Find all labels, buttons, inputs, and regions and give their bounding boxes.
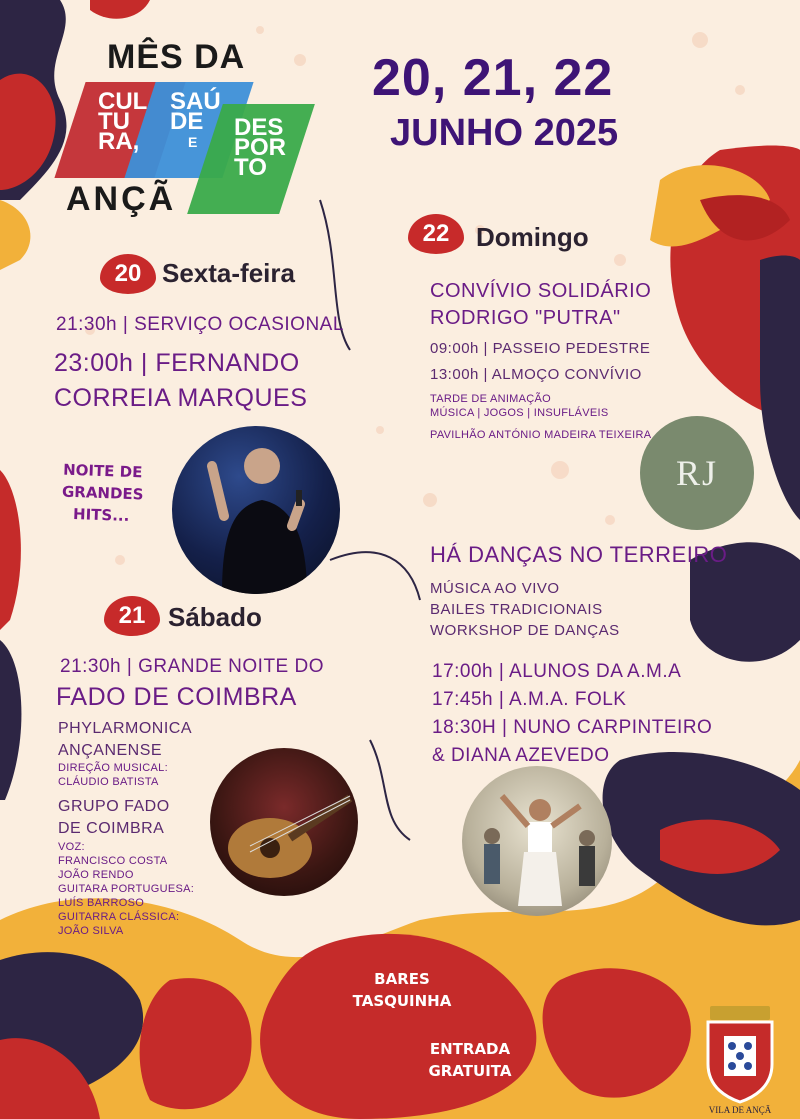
dance-title: HÁ DANÇAS NO TERREIRO xyxy=(430,542,728,567)
day20-tag-2: GRANDES xyxy=(61,482,144,504)
logo-title: MÊS DA xyxy=(107,38,246,76)
dance-item-2: BAILES TRADICIONAIS xyxy=(430,601,603,618)
day22-small-2: MÚSICA | JOGOS | INSUFLÁVEIS xyxy=(430,407,609,419)
day21-name: Sábado xyxy=(168,602,262,632)
crest-label: VILA DE ANÇÃ xyxy=(708,1105,772,1115)
dancers-illustration xyxy=(462,766,612,916)
dance-items xyxy=(430,578,620,641)
day21-band2-2: DE COIMBRA xyxy=(58,820,165,837)
schedule-3: 18:30H | NUNO CARPINTEIRO xyxy=(432,717,713,738)
rj-logo xyxy=(640,416,754,530)
day22-item-2: 13:00h | ALMOÇO CONVÍVIO xyxy=(430,366,642,383)
day21-badge: 21 xyxy=(104,596,160,636)
day21-band1-credit-2: CLÁUDIO BATISTA xyxy=(58,776,159,788)
municipal-crest xyxy=(690,1004,790,1114)
bars-line-2: TASQUINHA xyxy=(352,992,452,1010)
schedule-2: 17:45h | A.M.A. FOLK xyxy=(432,689,627,710)
day21-credit-7: JOÃO SILVA xyxy=(58,925,124,937)
day22-item-1: 09:00h | PASSEIO PEDESTRE xyxy=(430,340,651,357)
day20-tag xyxy=(61,459,143,528)
day21-band1 xyxy=(58,718,192,762)
rj-logo-text: RJ xyxy=(675,453,719,493)
day21-band1-2: ANÇANENSE xyxy=(58,742,163,759)
day22-title xyxy=(430,278,651,332)
day20-tag-1: NOITE DE xyxy=(62,460,143,482)
singer-photo xyxy=(172,426,340,594)
day21-credit-5: LUÍS BARROSO xyxy=(58,897,145,909)
day20-badge: 20 xyxy=(100,254,156,294)
guitar-photo xyxy=(210,748,358,896)
bars-line-1: BARES xyxy=(374,970,430,988)
day20-line2b: CORREIA MARQUES xyxy=(54,384,308,412)
day21-band1-credits xyxy=(58,761,168,789)
day21-band2-credits xyxy=(58,840,194,938)
day21-band2-1: GRUPO FADO xyxy=(58,798,170,815)
day22-title-2: RODRIGO "PUTRA" xyxy=(430,307,621,329)
logo-cultura-text xyxy=(98,88,148,155)
schedule-1: 17:00h | ALUNOS DA A.M.A xyxy=(432,661,682,682)
event-month: JUNHO 2025 xyxy=(390,112,619,154)
logo-saude-2: DE xyxy=(170,108,204,135)
logo-town: ANÇÃ xyxy=(66,180,177,218)
dance-item-3: WORKSHOP DE DANÇAS xyxy=(430,622,620,639)
day21-credit-2: FRANCISCO COSTA xyxy=(58,855,168,867)
logo-desporto-3: TO xyxy=(234,154,267,181)
day21-credit-4: GUITARA PORTUGUESA: xyxy=(58,883,195,895)
day21-band1-credit-1: DIREÇÃO MUSICAL: xyxy=(58,762,168,774)
logo-saude-text xyxy=(170,88,221,152)
logo-cultura-1: CUL xyxy=(98,88,148,115)
bars-label xyxy=(352,968,452,1012)
day22-small xyxy=(430,392,609,420)
entry-line-1: ENTRADA xyxy=(429,1040,511,1058)
day22-title-1: CONVÍVIO SOLIDÁRIO xyxy=(430,280,652,302)
day22-small-1: TARDE DE ANIMAÇÃO xyxy=(430,393,552,405)
logo-cultura-2: TU xyxy=(98,108,130,135)
day20-line1: 21:30h | SERVIÇO OCASIONAL xyxy=(56,314,344,335)
day22-items xyxy=(430,336,650,388)
logo-desporto-text xyxy=(234,114,287,181)
schedule-4: & DIANA AZEVEDO xyxy=(432,745,610,766)
entry-line-2: GRATUITA xyxy=(428,1062,512,1080)
dance-item-1: MÚSICA AO VIVO xyxy=(430,580,560,597)
day20-name: Sexta-feira xyxy=(162,258,295,288)
day22-venue: PAVILHÃO ANTÓNIO MADEIRA TEIXEIRA xyxy=(430,429,652,441)
logo-desporto-2: POR xyxy=(234,134,287,161)
day21-line1: 21:30h | GRANDE NOITE DO xyxy=(60,656,325,677)
day22-name: Domingo xyxy=(476,222,589,252)
day21-band2 xyxy=(58,796,170,840)
day20-line2a: 23:00h | FERNANDO xyxy=(54,349,300,377)
logo-cultura-3: RA, xyxy=(98,128,140,155)
logo-saude-1: SAÚ xyxy=(170,88,221,115)
day21-credit-3: JOÃO RENDO xyxy=(58,869,134,881)
day22-badge: 22 xyxy=(408,214,464,254)
guitar-illustration xyxy=(210,748,358,896)
day21-band1-1: PHYLARMONICA xyxy=(58,720,193,737)
day20-tag-3: HITS... xyxy=(72,505,130,525)
event-dates: 20, 21, 22 xyxy=(372,49,614,107)
crest-shield-icon xyxy=(690,1004,790,1104)
singer-silhouette xyxy=(172,426,340,594)
day21-credit-6: GUITARRA CLÁSSICA: xyxy=(58,911,180,923)
dance-schedule xyxy=(432,658,712,770)
entry-label xyxy=(420,1038,520,1082)
logo-desporto-1: DES xyxy=(234,114,284,141)
day21-line2: FADO DE COIMBRA xyxy=(56,683,297,711)
day21-credit-1: VOZ: xyxy=(58,841,85,853)
dancers-photo xyxy=(462,766,612,916)
logo-saude-3: E xyxy=(188,134,198,150)
